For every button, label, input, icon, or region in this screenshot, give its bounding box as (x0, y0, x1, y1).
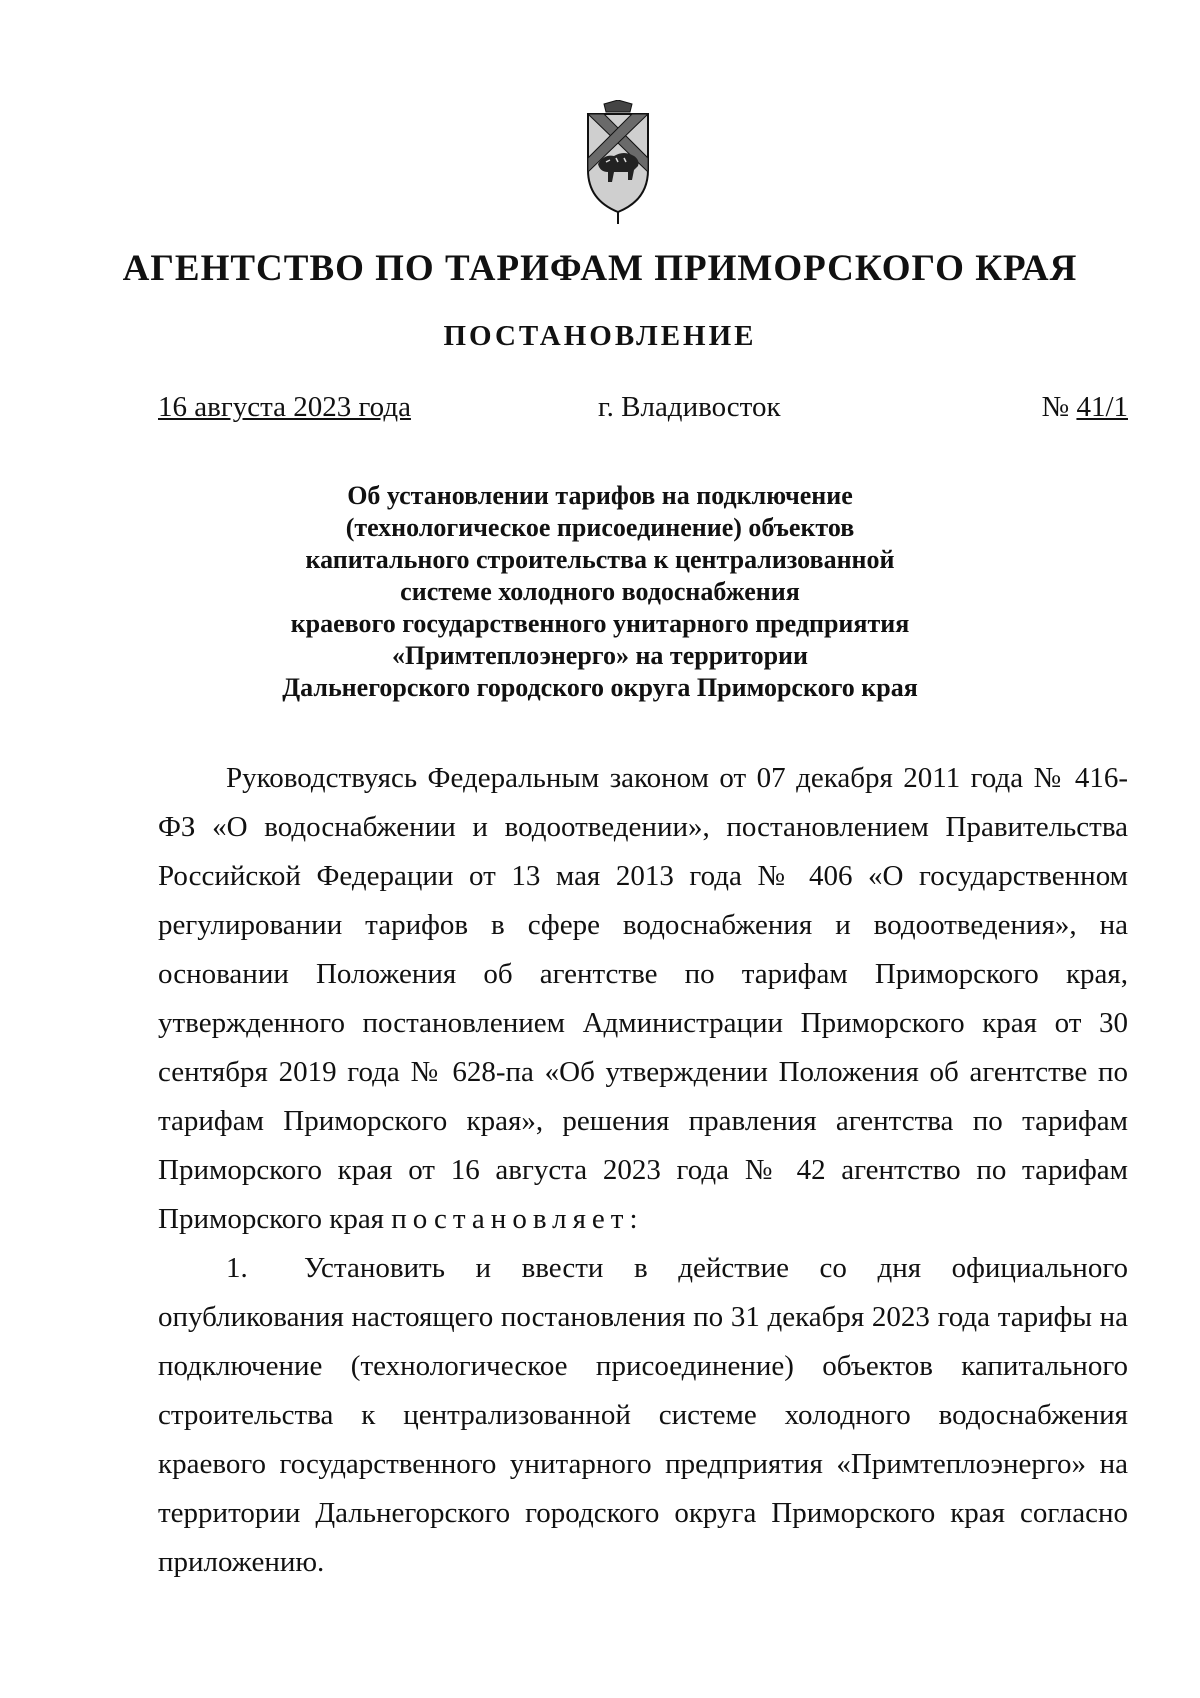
subject-line: краевого государственного унитарного предприятия (290, 609, 910, 638)
number-sign: № (1041, 391, 1070, 423)
subject-line: (технологическое присоединение) объектов (345, 513, 855, 542)
number-value: 41/1 (1076, 391, 1128, 423)
document-number (1042, 388, 1128, 426)
item-1-paragraph (158, 1244, 1128, 1587)
subject-line: капитального строительства к централизованной (305, 545, 895, 574)
document-city: г. Владивосток (598, 391, 781, 423)
agency-title: АГЕНТСТВО ПО ТАРИФАМ ПРИМОРСКОГО КРАЯ (122, 248, 1078, 289)
primorsky-krai-coat-of-arms-icon (584, 100, 652, 224)
document-meta-row (158, 388, 1128, 426)
document-body (158, 754, 1128, 1587)
subject-line: Об установлении тарифов на подключение (347, 481, 853, 510)
document-date: 16 августа 2023 года (158, 391, 411, 423)
document-type: ПОСТАНОВЛЕНИЕ (443, 320, 757, 352)
preamble-paragraph (158, 754, 1128, 1244)
decree-word: постановляет: (391, 1203, 644, 1235)
subject-line: «Примтеплоэнерго» на территории (392, 641, 808, 670)
subject-line: системе холодного водоснабжения (400, 577, 800, 606)
subject-line: Дальнегорского городского округа Приморского края (282, 673, 918, 702)
preamble-text: Руководствуясь Федеральным законом от 07 декабря 2011 года № 416-ФЗ «О водоснабжении и водоотведении», постановлением Правительства Российской Федерации от 13 мая 2013 года № 406 «О государственном регулировании тарифов в сфере водоснабжения и водоотведения», на основании Положения об агентстве по тарифам Приморского края, утвержденного постановлением Администрации Приморского края от 30 сентября 2019 года № 628-па «Об утверждении Положения об агентстве по тарифам Приморского края», решения правления агентства по тарифам Приморского края от 16 августа 2023 года № 42 агентство по тарифам Приморского края (158, 762, 1128, 1235)
document-subject (0, 480, 1200, 704)
item-1-number: 1. (226, 1252, 248, 1284)
item-1-text: Установить и ввести в действие со дня официального опубликования настоящего постановления по 31 декабря 2023 года тарифы на подключение (технологическое присоединение) объектов капитального строительства к централизованной системе холодного водоснабжения краевого государственного унитарного предприятия «Примтеплоэнерго» на территории Дальнегорского городского округа Приморского края согласно приложению. (158, 1252, 1128, 1578)
